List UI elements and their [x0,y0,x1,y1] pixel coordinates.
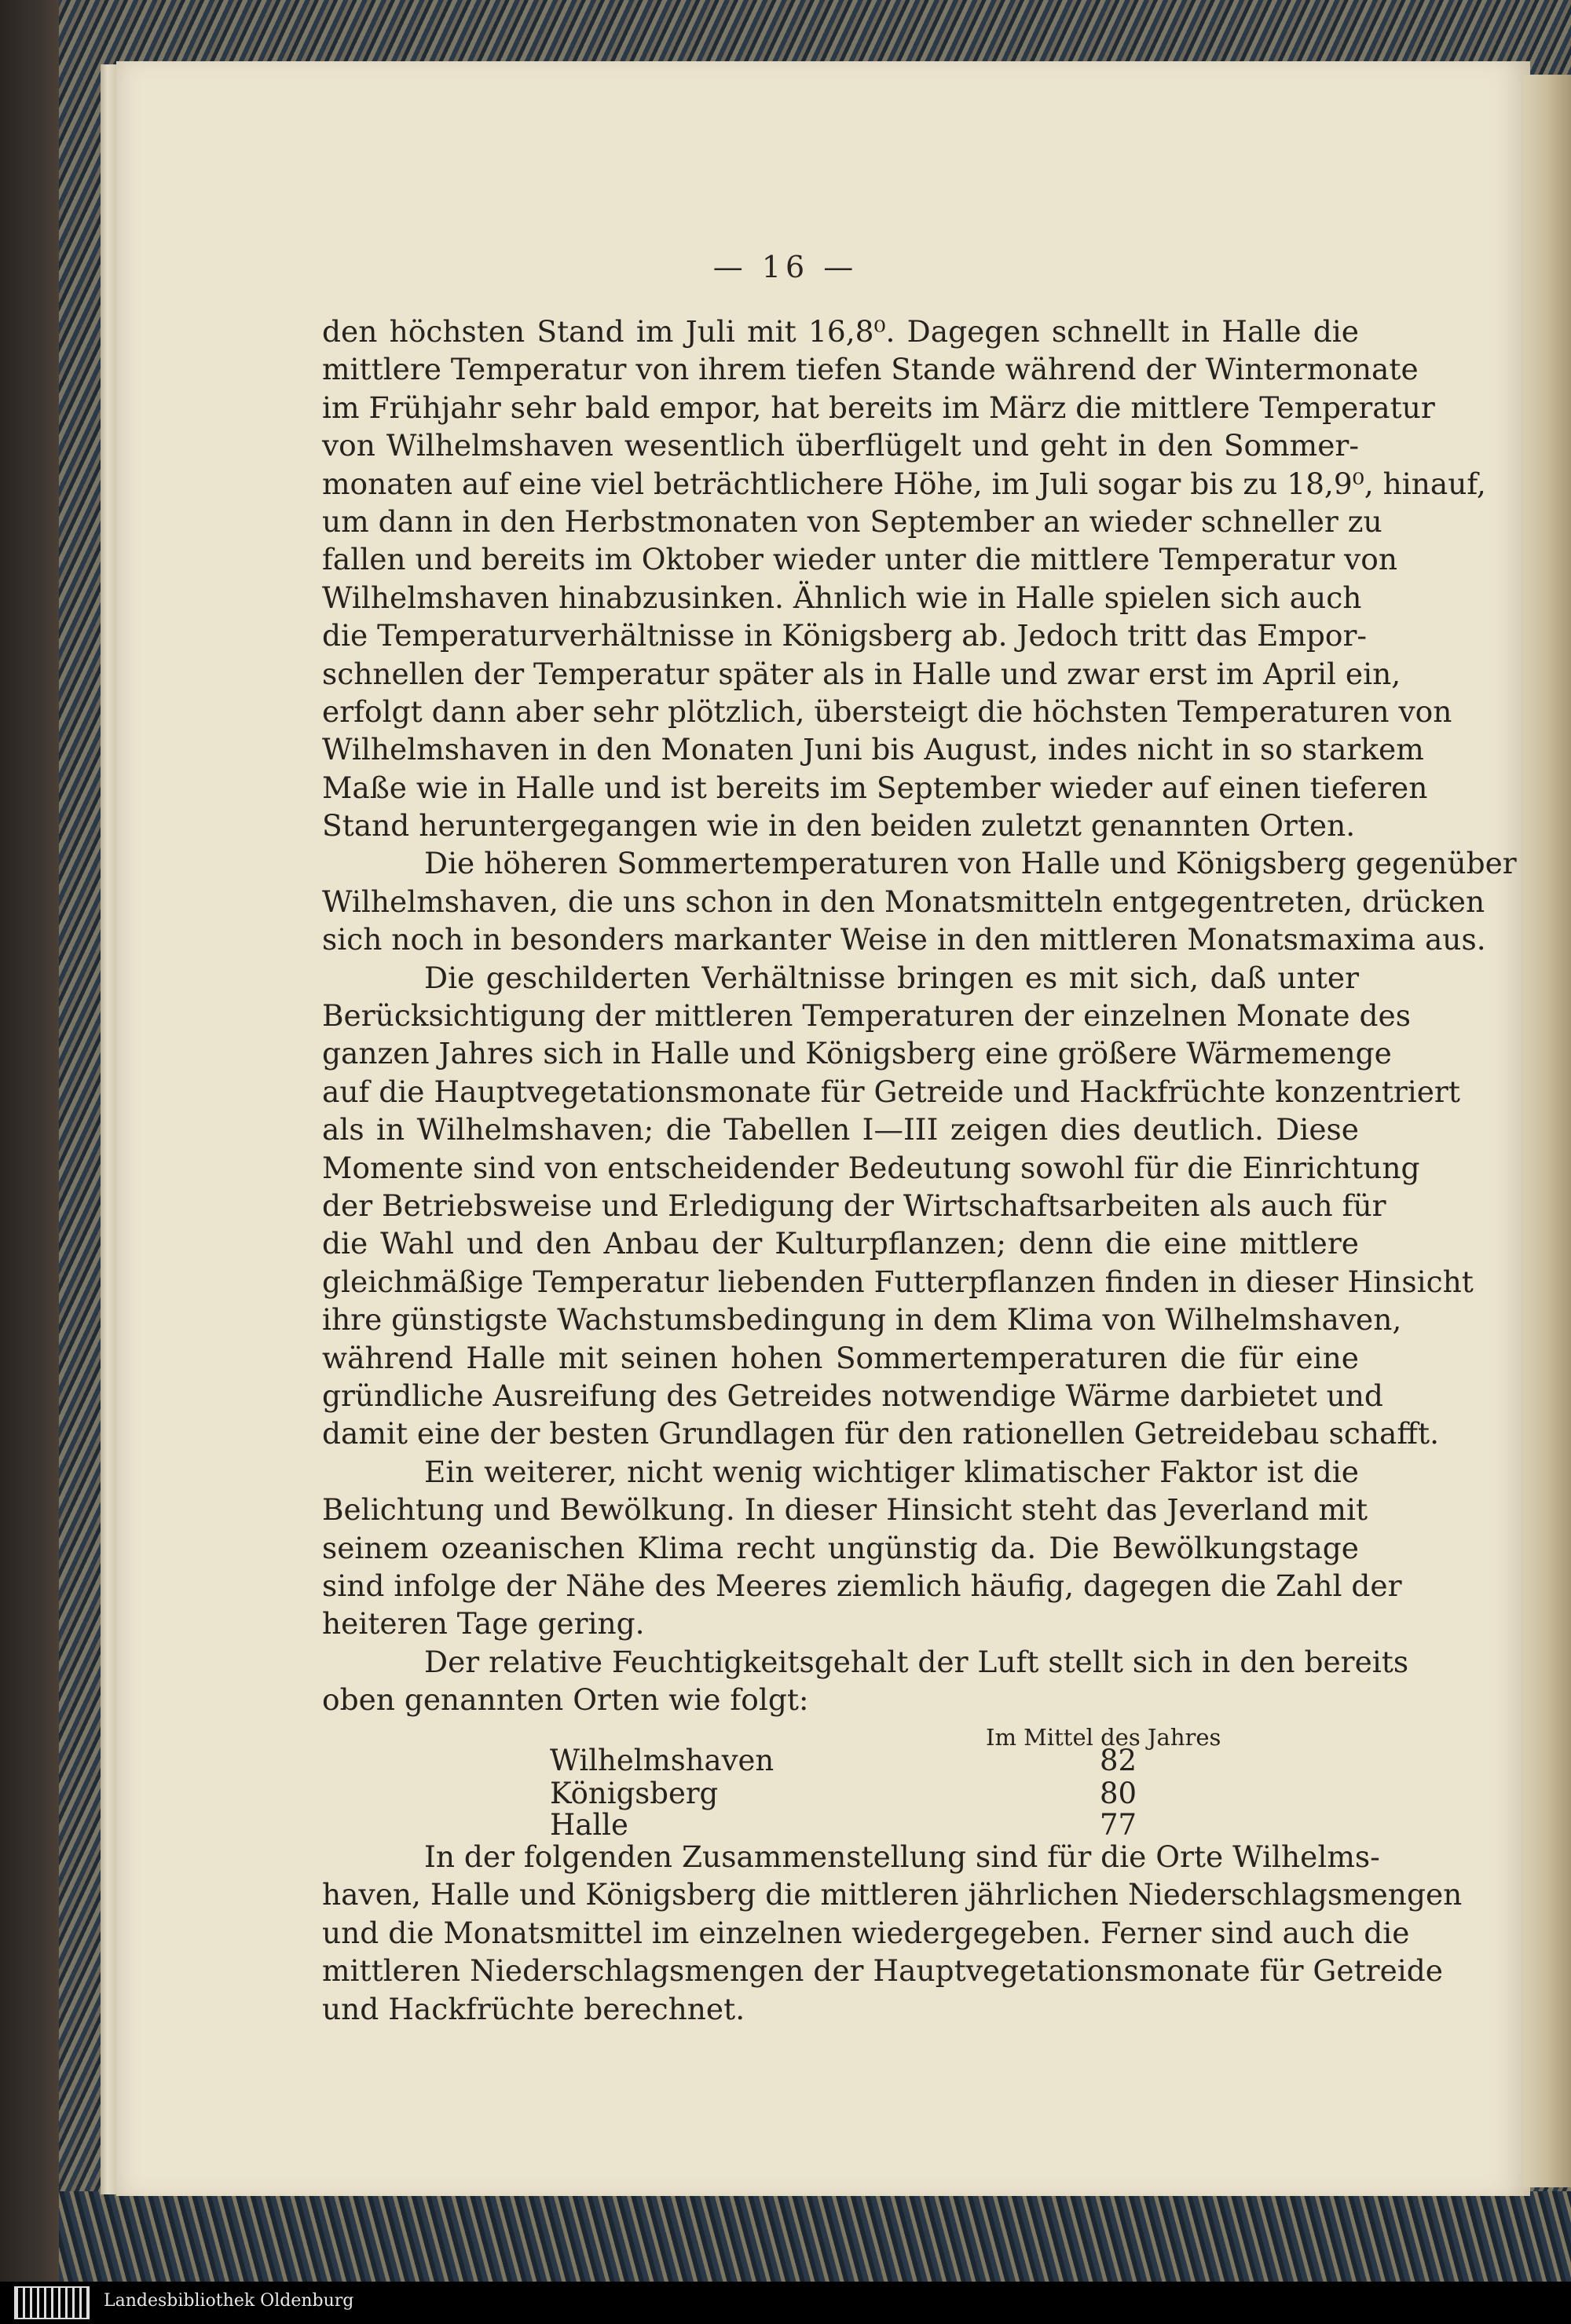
text-line: um dann in den Herbstmonaten von September an wieder schneller zu [322,503,1382,539]
text-line: auf die Hauptvegetationsmonate für Getreide und Hackfrüchte konzentriert [322,1074,1460,1109]
book-spine [0,0,59,2282]
text-line: In der folgenden Zusammenstellung sind für die Orte Wilhelms- [424,1839,1380,1874]
text-line: damit eine der besten Grundlagen für den rationellen Getreidebau schafft. [322,1416,1439,1451]
text-line: als in Wilhelmshaven; die Tabellen I—III zeigen dies deutlich. Diese [322,1112,1359,1147]
text-line: Maße wie in Halle und ist bereits im September wieder auf einen tieferen [322,770,1428,805]
text-line: gründliche Ausreifung des Getreides notwendige Wärme darbietet und [322,1378,1383,1413]
table-place: Wilhelmshaven [550,1744,775,1777]
text-line: ganzen Jahres sich in Halle und Königsberg eine größere Wärmemenge [322,1036,1392,1071]
text-line: Die höheren Sommertemperaturen von Halle und Königsberg gegenüber [424,846,1517,881]
text-line: sind infolge der Nähe des Meeres ziemlich häufig, dagegen die Zahl der [322,1568,1402,1603]
text-line: monaten auf eine viel beträchtlichere Höhe, im Juli sogar bis zu 18,9⁰, hinauf, [322,466,1486,501]
text-line: und Hackfrüchte berechnet. [322,1991,745,2026]
page-stack-left [101,64,118,2194]
text-line: während Halle mit seinen hohen Sommertemperaturen die für eine [322,1340,1359,1375]
library-logo-icon [14,2286,90,2319]
text-line: Die geschilderten Verhältnisse bringen es mit sich, daß unter [424,960,1359,995]
text-line: die Wahl und den Anbau der Kulturpflanzen; denn die eine mittlere [322,1226,1359,1261]
text-line: Wilhelmshaven, die uns schon in den Monatsmitteln entgegentreten, drücken [322,884,1485,919]
text-line: den höchsten Stand im Juli mit 16,8⁰. Dagegen schnellt in Halle die [322,314,1359,349]
text-line: von Wilhelmshaven wesentlich überflügelt und geht in den Sommer- [322,428,1359,463]
library-name: Landesbibliothek Oldenburg [104,2291,354,2311]
text-line: heiteren Tage gering. [322,1606,645,1641]
text-line: erfolgt dann aber sehr plötzlich, übersteigt die höchsten Temperaturen von [322,694,1452,729]
text-line: im Frühjahr sehr bald empor, hat bereits im März die mittlere Temperatur [322,390,1435,425]
table-place: Königsberg [550,1777,719,1810]
text-line: Ein weiterer, nicht wenig wichtiger klimatischer Faktor ist die [424,1454,1359,1489]
text-line: Wilhelmshaven in den Monaten Juni bis August, indes nicht in so starkem [322,732,1424,767]
text-line: und die Monatsmittel im einzelnen wiedergegeben. Ferner sind auch die [322,1915,1410,1950]
text-line: Momente sind von entscheidender Bedeutung sowohl für die Einrichtung [322,1150,1420,1185]
humidity-table-header: Im Mittel des Jahres [986,1724,1221,1751]
table-value: 82 [1100,1744,1137,1777]
table-value: 80 [1100,1777,1137,1810]
book-cover-bottom-edge [0,2191,1571,2282]
text-line: Der relative Feuchtigkeitsgehalt der Luft stellt sich in den bereits [424,1644,1409,1679]
text-line: gleichmäßige Temperatur liebenden Futterpflanzen finden in dieser Hinsicht [322,1264,1474,1299]
page-number: — 16 — [712,250,859,284]
text-line: haven, Halle und Königsberg die mittleren jährlichen Niederschlagsmengen [322,1877,1463,1912]
text-line: Wilhelmshaven hinabzusinken. Ähnlich wie in Halle spielen sich auch [322,580,1362,615]
body-text [322,313,1517,1718]
table-place: Halle [550,1808,628,1842]
text-line: sich noch in besonders markanter Weise in den mittleren Monatsmaxima aus. [322,922,1486,957]
text-line: der Betriebsweise und Erledigung der Wirtschaftsarbeiten als auch für [322,1188,1386,1223]
text-line: fallen und bereits im Oktober wieder unter die mittlere Temperatur von [322,542,1397,577]
text-line: Stand heruntergegangen wie in den beiden zuletzt genannten Orten. [322,808,1356,844]
text-line: die Temperaturverhältnisse in Königsberg ab. Jedoch tritt das Empor- [322,618,1368,653]
table-value: 77 [1100,1808,1137,1842]
text-line: oben genannten Orten wie folgt: [322,1682,809,1718]
text-line: seinem ozeanischen Klima recht ungünstig da. Die Bewölkungstage [322,1530,1359,1565]
text-line: Berücksichtigung der mittleren Temperaturen der einzelnen Monate des [322,998,1411,1034]
body-text-after-table [322,1838,1463,2028]
text-line: ihre günstigste Wachstumsbedingung in dem Klima von Wilhelmshaven, [322,1302,1402,1338]
text-line: mittleren Niederschlagsmengen der Hauptvegetationsmonate für Getreide [322,1953,1443,1989]
text-line: mittlere Temperatur von ihrem tiefen Stande während der Wintermonate [322,352,1419,387]
text-line: Belichtung und Bewölkung. In dieser Hinsicht steht das Jeverland mit [322,1492,1368,1528]
text-line: schnellen der Temperatur später als in Halle und zwar erst im April ein, [322,656,1401,691]
page-stack-right [1524,75,1571,2187]
